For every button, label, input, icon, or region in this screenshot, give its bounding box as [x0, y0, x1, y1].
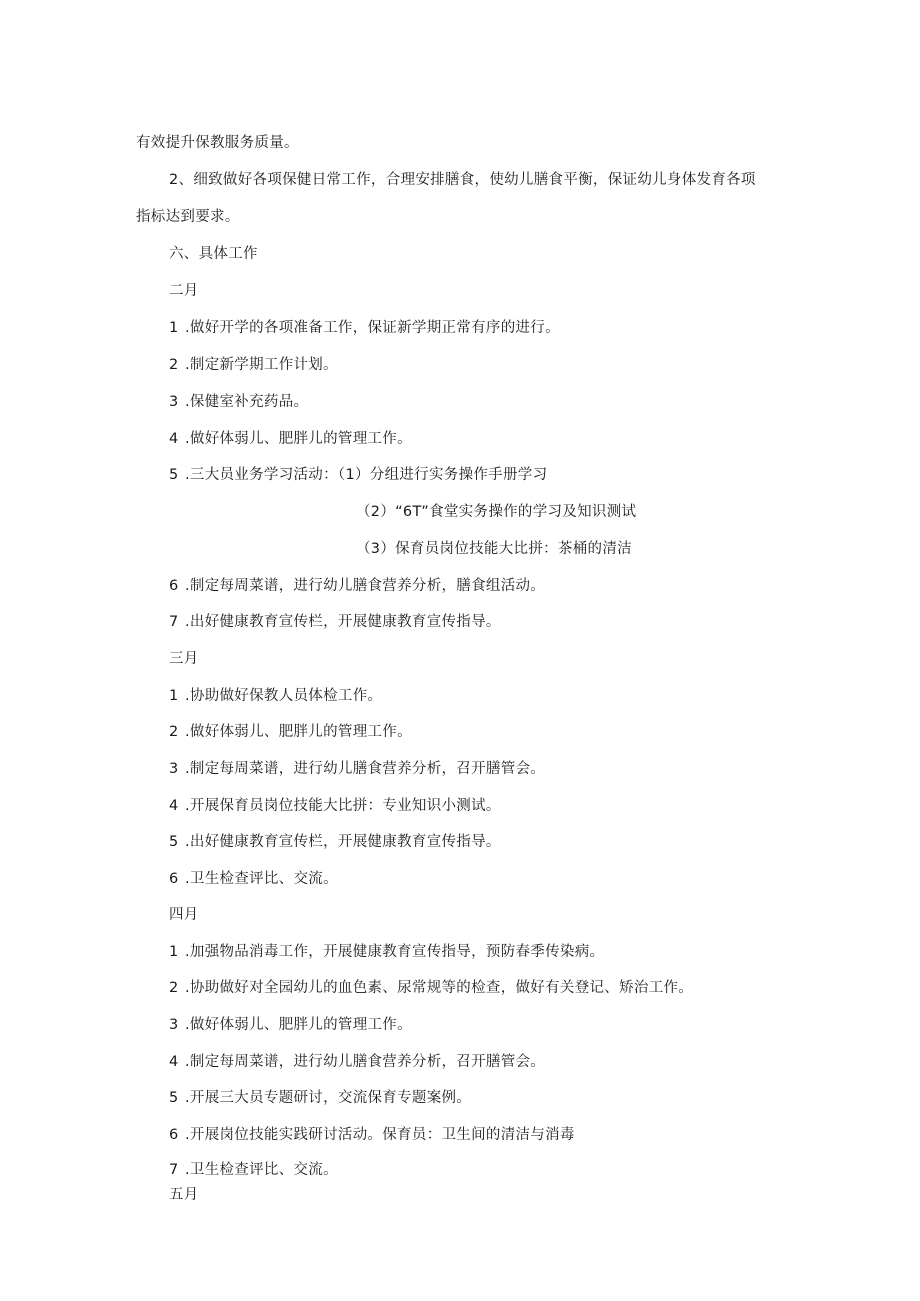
list-item-text: .制定每周菜谱，进行幼儿膳食营养分析，召开膳管会。: [185, 1054, 546, 1070]
month-heading-apr: 四月: [169, 907, 199, 923]
list-item-text: .做好体弱儿、肥胖儿的管理工作。: [185, 1017, 412, 1033]
list-item-text: .协助做好对全园幼儿的血色素、尿常规等的检查，做好有关登记、矫治工作。: [185, 980, 694, 996]
list-item-number: 7: [169, 1162, 179, 1178]
list-item-text: .开展岗位技能实践研讨活动。保育员：卫生间的清洁与消毒: [185, 1127, 575, 1143]
list-item-text: .做好体弱儿、肥胖儿的管理工作。: [185, 724, 412, 740]
list-item-number: 3: [169, 1017, 179, 1033]
list-item-number: 6: [169, 1127, 179, 1143]
section-title: 六、具体工作: [169, 246, 258, 262]
list-item-text: .制定新学期工作计划。: [185, 357, 338, 373]
list-item-text: .制定每周菜谱，进行幼儿膳食营养分析，召开膳管会。: [185, 761, 546, 777]
month-heading-may: 五月: [169, 1187, 199, 1203]
list-item-text: .做好开学的各项准备工作，保证新学期正常有序的进行。: [185, 320, 560, 336]
month-heading-mar: 三月: [169, 651, 199, 667]
list-item-number: 5: [169, 467, 179, 483]
list-item-number: 7: [169, 614, 179, 630]
list-item-text: .卫生检查评比、交流。: [185, 1162, 338, 1178]
list-item-text: .卫生检查评比、交流。: [185, 871, 338, 887]
list-item-number: 4: [169, 431, 179, 447]
list-item-number: 1: [169, 688, 179, 704]
paragraph-2-line-2: 指标达到要求。: [136, 209, 240, 225]
intro-line: 有效提升保教服务质量。: [136, 135, 299, 151]
list-item-number: 3: [169, 394, 179, 410]
list-item-text: .开展三大员专题研讨，交流保育专题案例。: [185, 1090, 472, 1106]
paragraph-2-line-1: 2、细致做好各项保健日常工作，合理安排膳食，使幼儿膳食平衡，保证幼儿身体发育各项: [169, 172, 756, 188]
list-item-number: 2: [169, 980, 179, 996]
list-item-text: .制定每周菜谱，进行幼儿膳食营养分析，膳食组活动。: [185, 578, 546, 594]
list-item-text: .三大员业务学习活动：（1）分组进行实务操作手册学习: [185, 467, 548, 483]
list-item-number: 2: [169, 357, 179, 373]
month-heading-feb: 二月: [169, 283, 199, 299]
list-item-number: 4: [169, 798, 179, 814]
list-item-number: 1: [169, 944, 179, 960]
list-item-text: .保健室补充药品。: [185, 394, 309, 410]
list-item-number: 4: [169, 1054, 179, 1070]
list-item-text: .做好体弱儿、肥胖儿的管理工作。: [185, 431, 412, 447]
list-item-text: .协助做好保教人员体检工作。: [185, 688, 383, 704]
sub-item: （2）“6T”食堂实务操作的学习及知识测试: [356, 504, 637, 520]
list-item-number: 6: [169, 871, 179, 887]
list-item-text: .出好健康教育宣传栏，开展健康教育宣传指导。: [185, 614, 501, 630]
list-item-number: 6: [169, 578, 179, 594]
list-item-number: 5: [169, 1090, 179, 1106]
list-item-text: .加强物品消毒工作，开展健康教育宣传指导，预防春季传染病。: [185, 944, 605, 960]
list-item-text: .出好健康教育宣传栏，开展健康教育宣传指导。: [185, 834, 501, 850]
list-item-text: .开展保育员岗位技能大比拼：专业知识小测试。: [185, 798, 501, 814]
sub-item: （3）保育员岗位技能大比拼：茶桶的清洁: [356, 541, 632, 557]
list-item-number: 1: [169, 320, 179, 336]
list-item-number: 2: [169, 724, 179, 740]
list-item-number: 3: [169, 761, 179, 777]
list-item-number: 5: [169, 834, 179, 850]
